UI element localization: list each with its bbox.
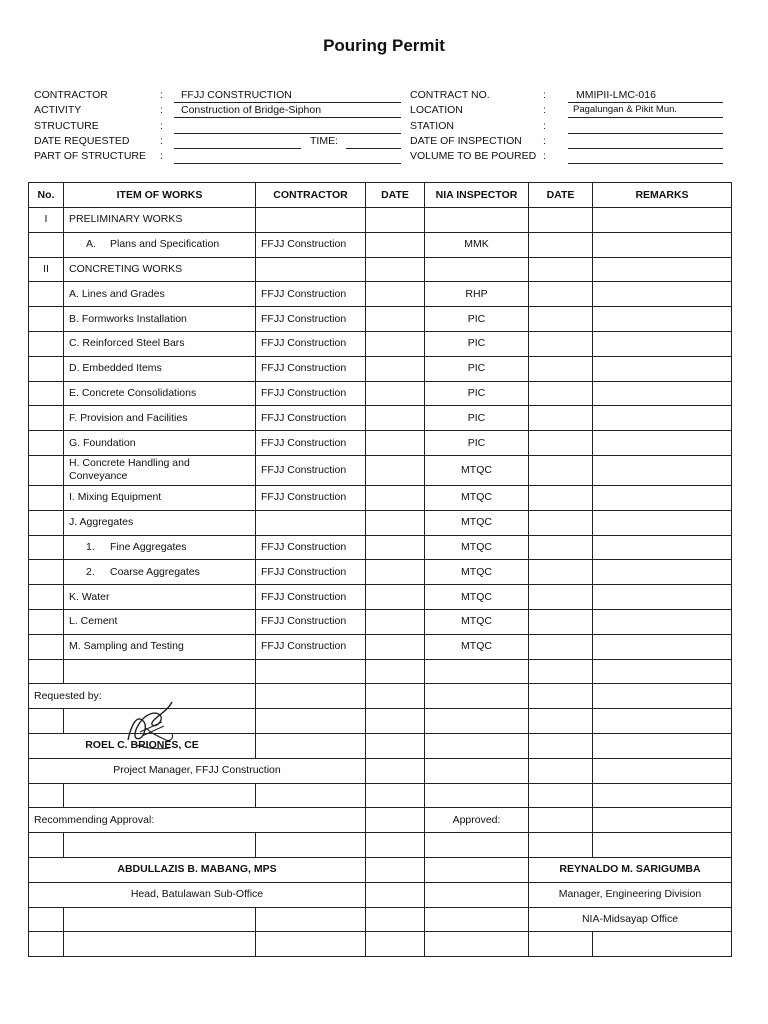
date-cell (529, 510, 593, 535)
inspector-cell: PIC (425, 356, 529, 381)
recommending-approval-label: Recommending Approval: (29, 808, 366, 833)
part-of-structure-underline (174, 163, 401, 164)
approver-name: REYNALDO M. SARIGUMBA (529, 857, 732, 882)
colon: : (160, 120, 163, 132)
table-row (29, 406, 732, 431)
contractor-cell: FFJJ Construction (256, 585, 366, 610)
row-number (29, 307, 64, 332)
contractor-cell (256, 208, 366, 233)
row-number (29, 634, 64, 659)
row-number (29, 510, 64, 535)
row-number: I (29, 208, 64, 233)
row-number (29, 560, 64, 585)
remarks-cell (593, 331, 732, 356)
colon: : (543, 120, 546, 132)
date-of-inspection-underline (568, 148, 723, 149)
contractor-cell: FFJJ Construction (256, 406, 366, 431)
remarks-cell (593, 208, 732, 233)
item-of-works: I. Mixing Equipment (64, 485, 256, 510)
remarks-cell (593, 455, 732, 485)
table-row (29, 833, 732, 858)
page-title: Pouring Permit (323, 36, 445, 55)
date-cell (529, 431, 593, 456)
structure-label: STRUCTURE (34, 120, 99, 132)
table-row (29, 857, 732, 882)
activity-underline (174, 117, 401, 118)
inspector-cell (425, 208, 529, 233)
contractor-cell (256, 257, 366, 282)
time-underline (346, 148, 401, 149)
contractor-cell: FFJJ Construction (256, 331, 366, 356)
remarks-cell (593, 510, 732, 535)
approver-title: Manager, Engineering Division (529, 882, 732, 907)
recommender-title: Head, Batulawan Sub-Office (29, 882, 366, 907)
contractor-cell: FFJJ Construction (256, 431, 366, 456)
remarks-cell (593, 634, 732, 659)
column-header: CONTRACTOR (256, 183, 366, 208)
item-of-works: PRELIMINARY WORKS (64, 208, 256, 233)
inspector-cell: PIC (425, 381, 529, 406)
date-cell (529, 331, 593, 356)
date-cell (366, 307, 425, 332)
date-cell (529, 381, 593, 406)
date-cell (366, 381, 425, 406)
colon: : (160, 135, 163, 147)
row-number (29, 331, 64, 356)
approver-office: NIA-Midsayap Office (529, 907, 732, 932)
table-row (29, 455, 732, 485)
date-cell (529, 356, 593, 381)
colon: : (160, 104, 163, 116)
date-cell (366, 232, 425, 257)
inspector-cell: PIC (425, 431, 529, 456)
date-cell (529, 257, 593, 282)
location-underline (568, 117, 723, 118)
table-row (29, 932, 732, 957)
remarks-cell (593, 406, 732, 431)
activity-label: ACTIVITY (34, 104, 82, 116)
remarks-cell (593, 282, 732, 307)
date-cell (366, 560, 425, 585)
row-number (29, 585, 64, 610)
remarks-cell (593, 232, 732, 257)
contract-no-label: CONTRACT NO. (410, 89, 490, 101)
inspector-cell: RHP (425, 282, 529, 307)
item-of-works: K. Water (64, 585, 256, 610)
date-cell (529, 406, 593, 431)
item-of-works: G. Foundation (64, 431, 256, 456)
table-header-row (29, 183, 732, 208)
contractor-underline (174, 102, 401, 103)
row-number (29, 406, 64, 431)
table-row (29, 659, 732, 684)
table-row (29, 282, 732, 307)
row-number (29, 356, 64, 381)
table-row (29, 510, 732, 535)
approved-label: Approved: (425, 808, 529, 833)
row-number (29, 381, 64, 406)
date-cell (366, 257, 425, 282)
recommender-name: ABDULLAZIS B. MABANG, MPS (29, 857, 366, 882)
item-number: 1. (86, 540, 95, 553)
inspector-cell (425, 257, 529, 282)
contract-no-value: MMIPII-LMC-016 (576, 89, 656, 101)
date-cell (366, 634, 425, 659)
table-row (29, 431, 732, 456)
inspector-cell: MTQC (425, 510, 529, 535)
table-row (29, 535, 732, 560)
inspector-cell: MTQC (425, 560, 529, 585)
inspector-cell: MTQC (425, 455, 529, 485)
table-row (29, 208, 732, 233)
permit-table (28, 182, 732, 957)
date-cell (366, 208, 425, 233)
volume-underline (568, 163, 723, 164)
location-label: LOCATION (410, 104, 463, 116)
date-cell (366, 455, 425, 485)
date-cell (529, 585, 593, 610)
structure-underline (174, 133, 401, 134)
contractor-value: FFJJ CONSTRUCTION (181, 89, 292, 101)
row-number (29, 609, 64, 634)
date-cell (529, 535, 593, 560)
colon: : (543, 135, 546, 147)
item-of-works: C. Reinforced Steel Bars (64, 331, 256, 356)
date-cell (366, 356, 425, 381)
table-row (29, 783, 732, 808)
remarks-cell (593, 307, 732, 332)
item-of-works: J. Aggregates (64, 510, 256, 535)
table-row (29, 331, 732, 356)
inspector-cell: MTQC (425, 485, 529, 510)
remarks-cell (593, 535, 732, 560)
date-requested-underline (174, 148, 301, 149)
date-cell (529, 455, 593, 485)
item-of-works: CONCRETING WORKS (64, 257, 256, 282)
date-requested-label: DATE REQUESTED (34, 135, 130, 147)
colon: : (543, 104, 546, 116)
table-row (29, 758, 732, 783)
date-of-inspection-label: DATE OF INSPECTION (410, 135, 522, 147)
date-cell (366, 510, 425, 535)
inspector-cell: MTQC (425, 585, 529, 610)
table-row (29, 808, 732, 833)
colon: : (160, 89, 163, 101)
inspector-cell: MTQC (425, 609, 529, 634)
date-cell (366, 535, 425, 560)
table-row (29, 634, 732, 659)
location-value: Pagalungan & Pikit Mun. (573, 104, 678, 115)
item-of-works (64, 535, 256, 560)
date-cell (366, 485, 425, 510)
date-cell (529, 208, 593, 233)
contractor-cell: FFJJ Construction (256, 560, 366, 585)
remarks-cell (593, 257, 732, 282)
date-cell (366, 331, 425, 356)
contractor-cell: FFJJ Construction (256, 282, 366, 307)
station-underline (568, 133, 723, 134)
remarks-cell (593, 585, 732, 610)
requester-name: ROEL C. BRIONES, CE (29, 733, 256, 758)
item-of-works: M. Sampling and Testing (64, 634, 256, 659)
volume-label: VOLUME TO BE POURED (410, 150, 537, 162)
item-of-works: F. Provision and Facilities (64, 406, 256, 431)
table-row (29, 485, 732, 510)
table-row (29, 585, 732, 610)
column-header: REMARKS (593, 183, 732, 208)
date-cell (366, 431, 425, 456)
table-row (29, 307, 732, 332)
remarks-cell (593, 356, 732, 381)
inspector-cell: MMK (425, 232, 529, 257)
row-number (29, 535, 64, 560)
date-cell (529, 307, 593, 332)
item-of-works: A. Lines and Grades (64, 282, 256, 307)
contractor-cell: FFJJ Construction (256, 307, 366, 332)
row-number: II (29, 257, 64, 282)
inspector-cell: PIC (425, 307, 529, 332)
inspector-cell: PIC (425, 331, 529, 356)
date-cell (529, 634, 593, 659)
column-header: DATE (366, 183, 425, 208)
date-cell (529, 232, 593, 257)
item-of-works: E. Concrete Consolidations (64, 381, 256, 406)
date-cell (529, 609, 593, 634)
inspector-cell: MTQC (425, 535, 529, 560)
signature-icon (120, 692, 182, 754)
column-header: ITEM OF WORKS (64, 183, 256, 208)
item-of-works: B. Formworks Installation (64, 307, 256, 332)
inspector-cell: PIC (425, 406, 529, 431)
contractor-cell (256, 510, 366, 535)
row-number (29, 282, 64, 307)
contractor-cell: FFJJ Construction (256, 356, 366, 381)
row-number (29, 455, 64, 485)
date-cell (366, 609, 425, 634)
remarks-cell (593, 609, 732, 634)
column-header: DATE (529, 183, 593, 208)
requested-by-label: Requested by: (29, 684, 256, 709)
item-of-works (64, 560, 256, 585)
date-cell (366, 585, 425, 610)
item-of-works: D. Embedded Items (64, 356, 256, 381)
colon: : (160, 150, 163, 162)
requester-title: Project Manager, FFJJ Construction (29, 758, 366, 783)
table-row (29, 356, 732, 381)
contractor-cell: FFJJ Construction (256, 455, 366, 485)
item-of-works (64, 232, 256, 257)
remarks-cell (593, 381, 732, 406)
item-text: Fine Aggregates (110, 540, 187, 553)
column-header: NIA INSPECTOR (425, 183, 529, 208)
row-number (29, 485, 64, 510)
colon: : (543, 89, 546, 101)
date-cell (366, 406, 425, 431)
inspector-cell: MTQC (425, 634, 529, 659)
remarks-cell (593, 485, 732, 510)
remarks-cell (593, 560, 732, 585)
item-of-works: H. Concrete Handling and Conveyance (64, 455, 256, 485)
contractor-cell: FFJJ Construction (256, 381, 366, 406)
table-row (29, 560, 732, 585)
contractor-cell: FFJJ Construction (256, 535, 366, 560)
contractor-cell: FFJJ Construction (256, 232, 366, 257)
item-text: Plans and Specification (110, 238, 220, 251)
contractor-label: CONTRACTOR (34, 89, 108, 101)
table-row (29, 609, 732, 634)
item-text: Coarse Aggregates (110, 565, 200, 578)
item-of-works: L. Cement (64, 609, 256, 634)
time-label: TIME: (310, 135, 338, 147)
table-row (29, 907, 732, 932)
contractor-cell: FFJJ Construction (256, 609, 366, 634)
date-cell (529, 560, 593, 585)
station-label: STATION (410, 120, 454, 132)
date-cell (529, 485, 593, 510)
row-number (29, 431, 64, 456)
item-number: 2. (86, 565, 95, 578)
colon: : (543, 150, 546, 162)
table-row (29, 232, 732, 257)
table-row (29, 257, 732, 282)
row-number (29, 232, 64, 257)
column-header: No. (29, 183, 64, 208)
table-row (29, 882, 732, 907)
part-of-structure-label: PART OF STRUCTURE (34, 150, 147, 162)
contractor-cell: FFJJ Construction (256, 634, 366, 659)
table-row (29, 381, 732, 406)
remarks-cell (593, 431, 732, 456)
activity-value: Construction of Bridge-Siphon (181, 104, 322, 116)
date-cell (366, 282, 425, 307)
date-cell (529, 282, 593, 307)
contractor-cell: FFJJ Construction (256, 485, 366, 510)
item-number: A. (86, 238, 96, 251)
